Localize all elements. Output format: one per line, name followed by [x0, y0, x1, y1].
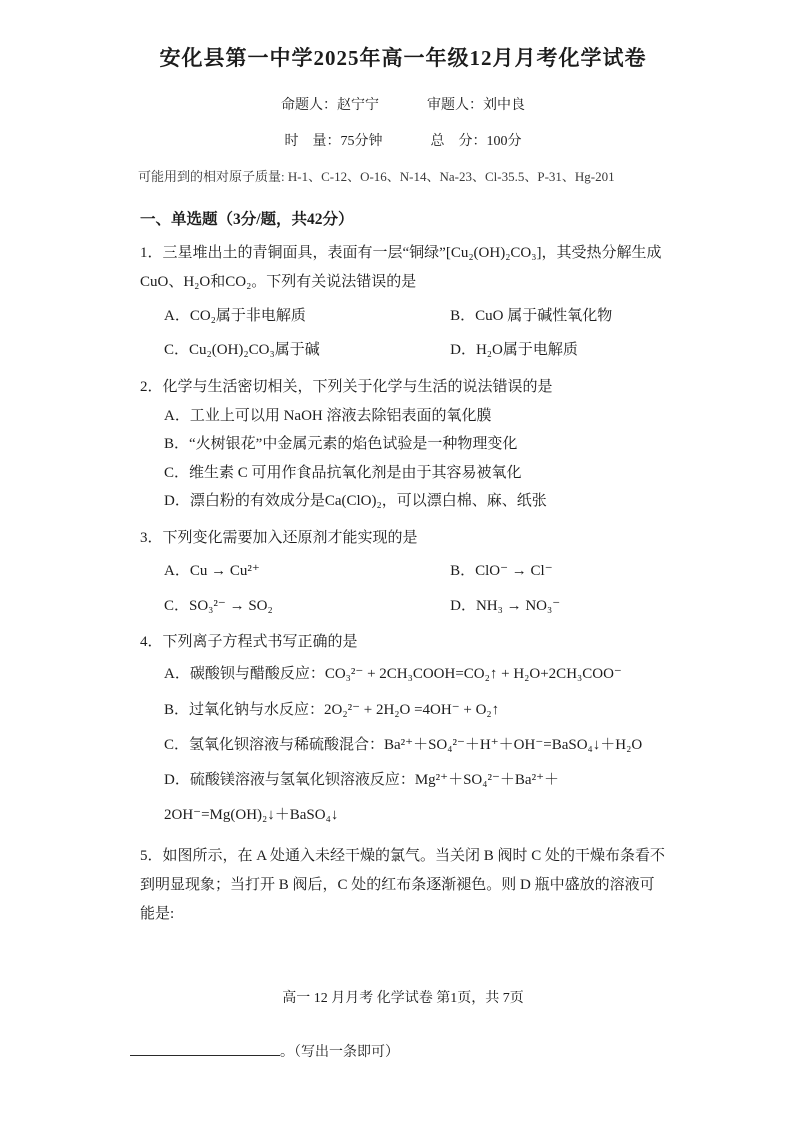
question-3 — [140, 524, 666, 620]
question-1-options — [164, 302, 666, 365]
question-3-options — [164, 557, 666, 620]
question-4-option-d: D．硫酸镁溶液与氢氧化钡溶液反应：Mg²⁺＋SO₄²⁻＋Ba²⁺＋2OH⁻=Mg(OH)₂↓＋BaSO₄↓ — [164, 772, 559, 824]
exam-meta-authors — [140, 94, 666, 114]
question-1-stem: 1．三星堆出土的青铜面具，表面有一层“铜绿”[Cu₂(OH)₂CO₃]，其受热分解生成CuO、H₂O和CO₂。下列有关说法错误的是 — [140, 245, 662, 291]
question-4-stem: 4．下列离子方程式书写正确的是 — [140, 634, 358, 650]
question-2-stem: 2．化学与生活密切相关，下列关于化学与生活的说法错误的是 — [140, 378, 553, 395]
score-label: 总 分：100分 — [430, 134, 522, 149]
question-2-option-c: C．维生素 C 可用作食品抗氧化剂是由于其容易被氧化 — [164, 464, 522, 481]
question-1-option-d: D．H₂O属于电解质 — [450, 342, 578, 358]
question-4-option-c: C．氢氧化钡溶液与稀硫酸混合：Ba²⁺＋SO₄²⁻＋H⁺＋OH⁻=BaSO₄↓＋H₂O — [164, 736, 643, 753]
question-4 — [140, 628, 666, 834]
question-3-stem: 3．下列变化需要加入还原剂才能实现的是 — [140, 529, 418, 546]
question-4-option-a: A．碳酸钡与醋酸反应：CO₃²⁻ + 2CH₃COOH=CO₂↑ + H₂O+2CH₃COO⁻ — [164, 666, 622, 683]
time-label: 时 量：75分钟 — [284, 134, 383, 149]
section-title: 一、单选题（3分/题，共42分） — [140, 211, 354, 228]
question-3-option-b: B．ClO⁻ → Cl⁻ — [450, 563, 553, 579]
reviewer-label: 审题人：刘中良 — [427, 98, 525, 113]
question-5-stem: 5．如图所示，在 A 处通入未经干燥的氯气。当关闭 B 阀时 C 处的干燥布条看不到明显现象；当打开 B 阀后，C 处的红布条逐渐褪色。则 D 瓶中盛放的溶液可能是: — [140, 847, 666, 922]
question-3-option-d: D．NH₃ → NO₃⁻ — [450, 597, 561, 614]
exam-meta-time-score — [140, 130, 666, 150]
question-1 — [140, 239, 666, 365]
question-2 — [140, 373, 666, 516]
answer-line-note: 。（写出一条即可） — [280, 1045, 399, 1060]
question-1-option-a: A．CO₂属于非电解质 — [164, 307, 306, 324]
question-2-option-b: B．“火树银花”中金属元素的焰色试验是一种物理变化 — [164, 436, 518, 453]
question-2-option-d: D．漂白粉的有效成分是Ca(ClO)₂，可以漂白棉、麻、纸张 — [164, 493, 547, 510]
answer-line — [130, 1041, 399, 1061]
answer-blank — [130, 1042, 280, 1056]
question-1-option-b: B．CuO 属于碱性氧化物 — [450, 307, 613, 324]
proposer-label: 命题人：赵宁宁 — [281, 98, 379, 113]
question-2-option-a: A．工业上可以用 NaOH 溶液去除铝表面的氧化膜 — [164, 407, 492, 424]
page-title: 安化县第一中学2025年高一年级12月月考化学试卷 — [159, 46, 647, 70]
question-3-option-c: C．SO₃²⁻ → SO₂ — [164, 597, 273, 614]
question-2-options — [164, 402, 666, 516]
atomic-mass-note: 可能用到的相对原子质量: H-1、C-12、O-16、N-14、Na-23、Cl-35.5、P-31、Hg-201 — [138, 169, 615, 184]
question-4-options — [164, 657, 666, 833]
question-4-option-b: B．过氧化钠与水反应：2O₂²⁻ + 2H₂O =4OH⁻ + O₂↑ — [164, 701, 500, 718]
question-1-option-c: C．Cu₂(OH)₂CO₃属于碱 — [164, 342, 320, 358]
page-footer: 高一 12 月月考 化学试卷 第1页，共 7页 — [282, 991, 524, 1007]
question-3-option-a: A．Cu → Cu²⁺ — [164, 563, 260, 579]
question-5 — [140, 842, 666, 930]
